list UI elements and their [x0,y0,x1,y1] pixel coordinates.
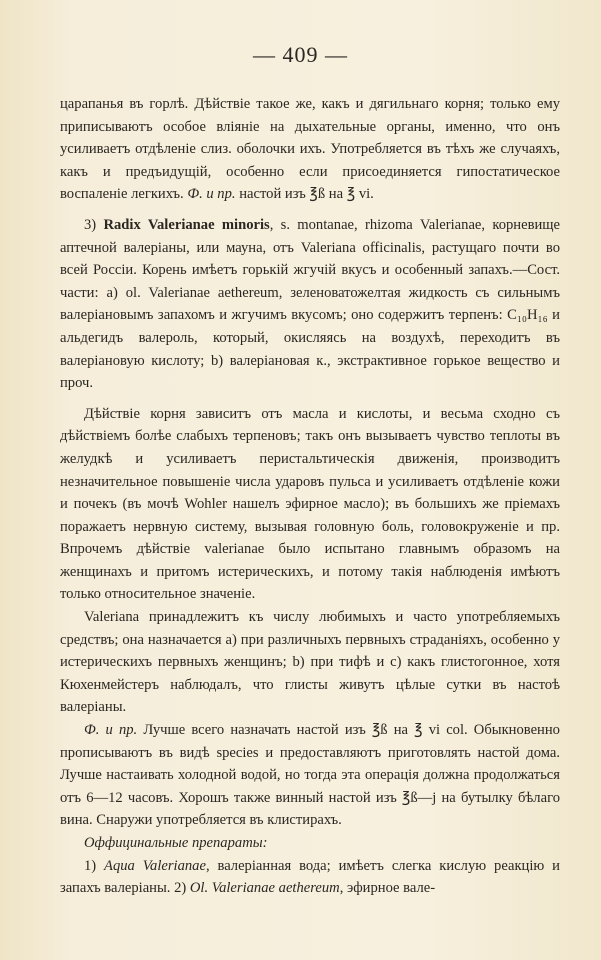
officinal-preparations-heading: Оффицинальные препараты: [84,835,268,851]
latin-drug-name: Aqua Valerianae [104,857,206,874]
paragraph [60,606,560,719]
abbrev-formula: Ф. и пр. [187,186,236,203]
page-number: — 409 — [253,42,348,67]
paragraph [60,719,560,832]
text-run: , валеріанная вода; имѣетъ слегка кислую реакцію и запахъ валеріаны. 2) [60,857,560,897]
body-text [60,93,560,900]
text-run: Дѣйствіе корня зависитъ отъ масла и кислоты, и весьма сходно съ дѣйствіемъ болѣе слабыхъ терпеновъ; такъ онъ вызываетъ чувство теплоты въ желудкѣ и усиливаетъ перистальтическія движенія, производитъ незначительное повышеніе числа ударовъ пульса и усиливаетъ отдѣленіе кожи и почекъ (въ мочѣ Wohler нашелъ эфирное масло); въ большихъ же пріемахъ поражаетъ нервную систему, вызывая головную боль, головокруженіе и пр. Впрочемъ дѣйствіе valerianae было испытано главнымъ образомъ на женщинахъ и притомъ истерическихъ, и потому такія наблюденія имѣютъ только относительное значеніе. [60,405,560,603]
text-run: Лучше всего назначать настой изъ ℥ß на ℥ vi col. Обыкновенно прописываютъ въ видѣ species и предоставляютъ приготовлять настой дома. Лучше настаивать холодной водой, но тогда эта операція должна продолжаться отъ 6—12 часовъ. Хорошъ также винный настой изъ ℥ß—j на бутылку бѣлаго вина. Снаружи употребляется въ клистирахъ. [60,722,560,829]
paragraph [60,93,560,206]
list-number: 1) [84,857,105,874]
text-run: царапанья въ горлѣ. Дѣйствіе такое же, какъ и дягильнаго корня; только ему приписываютъ особое вліяніе на дыхательные органы, именно, что онъ усиливаетъ отдѣленіе слиз. оболочки ихъ. Употребляется въ тѣхъ же случаяхъ, какъ и предъидущій, особенно если присоединяется гипостатическое воспаленіе легкихъ. [60,96,560,203]
text-run: , эфирное вале- [339,880,436,897]
text-run: , s. montanae, rhizoma Valerianae, корневище аптечной валеріаны, или мауна, отъ Valeriana officinalis, растущаго почти во всей Россіи. Корень имѣетъ горькій жгучій вкусъ и особенный запахъ.—Сост. части: a) ol. Valerianae aethereum, зеленоватожелтая жидкость съ сильнымъ валеріановымъ запахомъ и жгучимъ вкусомъ; оно содержитъ терпенъ: C₁₀H₁₆ и альдегидъ валероль, который, окисляясь на воздухѣ, переходитъ въ валеріановую кислоту; b) валеріановая к., экстрактивное горькое вещество и проч. [60,216,560,392]
paragraph [60,214,560,395]
text-run: Valeriana принадлежитъ къ числу любимыхъ и часто употребляемыхъ средствъ; она назначается a) при различныхъ первныхъ страданіяхъ, особенно у истерическихъ первныхъ женщинъ; b) при тифѣ и c) какъ глистогонное, хотя Кюхенмейстеръ наблюдалъ, что глисты живутъ цѣлые сутки въ настоѣ валеріаны. [60,609,560,716]
latin-drug-name: Ol. Valerianae aethereum [189,880,340,897]
latin-drug-name: Radix Valerianae minoris [103,216,270,233]
section-heading [60,832,560,855]
list-number: 3) [84,216,104,233]
paragraph [60,855,560,900]
paragraph [60,403,560,606]
text-run: настой изъ ℥ß на ℥ vi. [235,186,374,203]
abbrev-formula: Ф. и пр. [84,722,138,739]
